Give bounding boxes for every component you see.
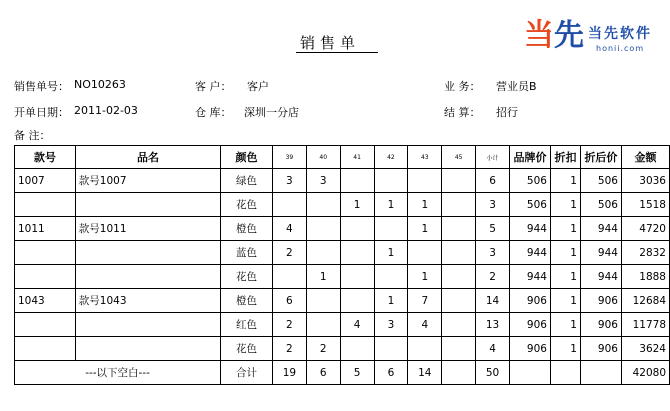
total-size-39: 19 [272,361,306,385]
cell-size-40: 2 [306,337,340,361]
customer-label: 客 户： [195,80,232,93]
cell-discount: 1 [550,289,580,313]
cell-product-name [75,313,220,337]
table-footer-row [15,361,670,385]
total-size-43: 14 [408,361,442,385]
cell-size-41 [340,241,374,265]
cell-net-price: 944 [580,241,621,265]
cell-net-price: 506 [580,193,621,217]
cell-size-43 [408,169,442,193]
cell-net-price: 944 [580,265,621,289]
cell-size-41: 1 [340,193,374,217]
warehouse-value: 深圳一分店 [244,106,299,119]
cell-style-no [15,265,76,289]
warehouse-label: 仓 库： [195,106,232,119]
cell-size-41: 4 [340,313,374,337]
cell-size-39: 3 [272,169,306,193]
cell-size-41 [340,265,374,289]
cell-product-name [75,193,220,217]
sales-table [14,145,670,385]
table-header-row [15,146,670,169]
total-label: 合计 [221,361,273,385]
cell-size-43: 1 [408,217,442,241]
total-empty-cell [509,361,550,385]
cell-size-43 [408,337,442,361]
cell-size-43: 1 [408,193,442,217]
cell-discount: 1 [550,241,580,265]
header-style-no: 款号 [15,146,76,169]
cell-size-42 [374,265,408,289]
remark-label: 备 注： [14,129,51,142]
total-size-40: 6 [306,361,340,385]
document-title: 销售单 [300,34,361,52]
cell-discount: 1 [550,193,580,217]
cell-discount: 1 [550,217,580,241]
cell-color: 花色 [221,193,273,217]
cell-list-price: 944 [509,265,550,289]
cell-product-name: 款号1043 [75,289,220,313]
cell-size-39: 2 [272,337,306,361]
cell-size-42 [374,337,408,361]
cell-subtotal: 4 [476,337,510,361]
logo-mark: 当先 [524,18,584,53]
cell-list-price: 944 [509,217,550,241]
cell-size-40 [306,241,340,265]
table-row [15,241,670,265]
salesman-label: 业 务： [444,80,481,93]
table-row [15,169,670,193]
cell-subtotal: 3 [476,241,510,265]
settle-label: 结 算： [444,106,481,119]
logo-brand-text: 当先软件 [588,26,652,42]
cell-product-name: 款号1011 [75,217,220,241]
cell-discount: 1 [550,169,580,193]
header-list-price: 品牌价 [509,146,550,169]
header-size-43: 43 [408,146,442,169]
cell-style-no: 1007 [15,169,76,193]
cell-net-price: 906 [580,289,621,313]
cell-size-41 [340,217,374,241]
header-size-39: 39 [272,146,306,169]
cell-product-name: 款号1007 [75,169,220,193]
total-quantity: 50 [476,361,510,385]
settle-value: 招行 [496,106,518,119]
cell-size-42: 1 [374,193,408,217]
header-discount: 折扣 [550,146,580,169]
cell-size-43: 7 [408,289,442,313]
cell-amount: 2832 [621,241,669,265]
header-amount: 金额 [621,146,669,169]
table-row [15,265,670,289]
total-size-42: 6 [374,361,408,385]
total-amount: 42080 [621,361,669,385]
order-no-value: NO10263 [74,78,126,91]
date-value: 2011-02-03 [74,104,138,117]
cell-size-45 [442,265,476,289]
cell-size-40 [306,193,340,217]
cell-subtotal: 5 [476,217,510,241]
cell-style-no [15,241,76,265]
cell-subtotal: 13 [476,313,510,337]
cell-size-40: 3 [306,169,340,193]
total-size-41: 5 [340,361,374,385]
cell-size-39 [272,265,306,289]
cell-size-43: 4 [408,313,442,337]
header-size-45: 45 [442,146,476,169]
cell-size-42: 1 [374,289,408,313]
cell-size-43 [408,241,442,265]
customer-value: 客户 [247,80,269,93]
cell-product-name [75,337,220,361]
cell-list-price: 906 [509,337,550,361]
cell-size-40 [306,313,340,337]
cell-size-41 [340,337,374,361]
cell-list-price: 506 [509,193,550,217]
table-row [15,193,670,217]
cell-discount: 1 [550,337,580,361]
cell-size-45 [442,289,476,313]
cell-subtotal: 14 [476,289,510,313]
cell-size-39: 2 [272,241,306,265]
cell-list-price: 506 [509,169,550,193]
cell-size-39: 6 [272,289,306,313]
cell-style-no: 1011 [15,217,76,241]
cell-color: 蓝色 [221,241,273,265]
date-label: 开单日期： [14,106,69,119]
cell-color: 花色 [221,265,273,289]
cell-size-45 [442,337,476,361]
cell-style-no [15,337,76,361]
cell-amount: 11778 [621,313,669,337]
cell-size-39: 2 [272,313,306,337]
cell-product-name [75,241,220,265]
cell-size-42 [374,217,408,241]
cell-color: 绿色 [221,169,273,193]
cell-size-39 [272,193,306,217]
cell-size-40: 1 [306,265,340,289]
header-color: 颜色 [221,146,273,169]
table-row [15,337,670,361]
cell-amount: 3036 [621,169,669,193]
cell-size-40 [306,289,340,313]
title-underline [296,52,378,53]
cell-net-price: 944 [580,217,621,241]
header-size-41: 41 [340,146,374,169]
cell-size-42: 1 [374,241,408,265]
cell-subtotal: 2 [476,265,510,289]
cell-list-price: 944 [509,241,550,265]
total-empty-cell [550,361,580,385]
company-logo [524,18,664,66]
cell-list-price: 906 [509,313,550,337]
header-subtotal: 小计 [476,146,510,169]
cell-amount: 12684 [621,289,669,313]
cell-net-price: 906 [580,337,621,361]
header-net-price: 折后价 [580,146,621,169]
cell-style-no [15,313,76,337]
table-row [15,313,670,337]
cell-size-45 [442,169,476,193]
table-row [15,289,670,313]
cell-style-no [15,193,76,217]
cell-net-price: 906 [580,313,621,337]
header-size-42: 42 [374,146,408,169]
cell-net-price: 506 [580,169,621,193]
cell-discount: 1 [550,265,580,289]
cell-size-41 [340,289,374,313]
table-row [15,217,670,241]
cell-color: 红色 [221,313,273,337]
cell-color: 花色 [221,337,273,361]
salesman-value: 营业员B [496,80,537,93]
order-no-label: 销售单号： [14,80,69,93]
cell-size-42: 3 [374,313,408,337]
cell-size-40 [306,217,340,241]
cell-color: 橙色 [221,217,273,241]
cell-list-price: 906 [509,289,550,313]
total-size-45 [442,361,476,385]
logo-url: honii.com [596,44,645,53]
cell-size-45 [442,217,476,241]
header-size-40: 40 [306,146,340,169]
cell-amount: 3624 [621,337,669,361]
total-empty-cell [580,361,621,385]
cell-size-42 [374,169,408,193]
cell-size-43: 1 [408,265,442,289]
cell-amount: 1888 [621,265,669,289]
header-product-name: 品名 [75,146,220,169]
cell-size-45 [442,241,476,265]
cell-size-39: 4 [272,217,306,241]
cell-style-no: 1043 [15,289,76,313]
blank-note: ---以下空白--- [15,361,221,385]
cell-size-41 [340,169,374,193]
table-body [15,169,670,361]
cell-discount: 1 [550,313,580,337]
cell-color: 橙色 [221,289,273,313]
cell-amount: 4720 [621,217,669,241]
cell-amount: 1518 [621,193,669,217]
cell-product-name [75,265,220,289]
cell-subtotal: 6 [476,169,510,193]
cell-subtotal: 3 [476,193,510,217]
cell-size-45 [442,313,476,337]
cell-size-45 [442,193,476,217]
